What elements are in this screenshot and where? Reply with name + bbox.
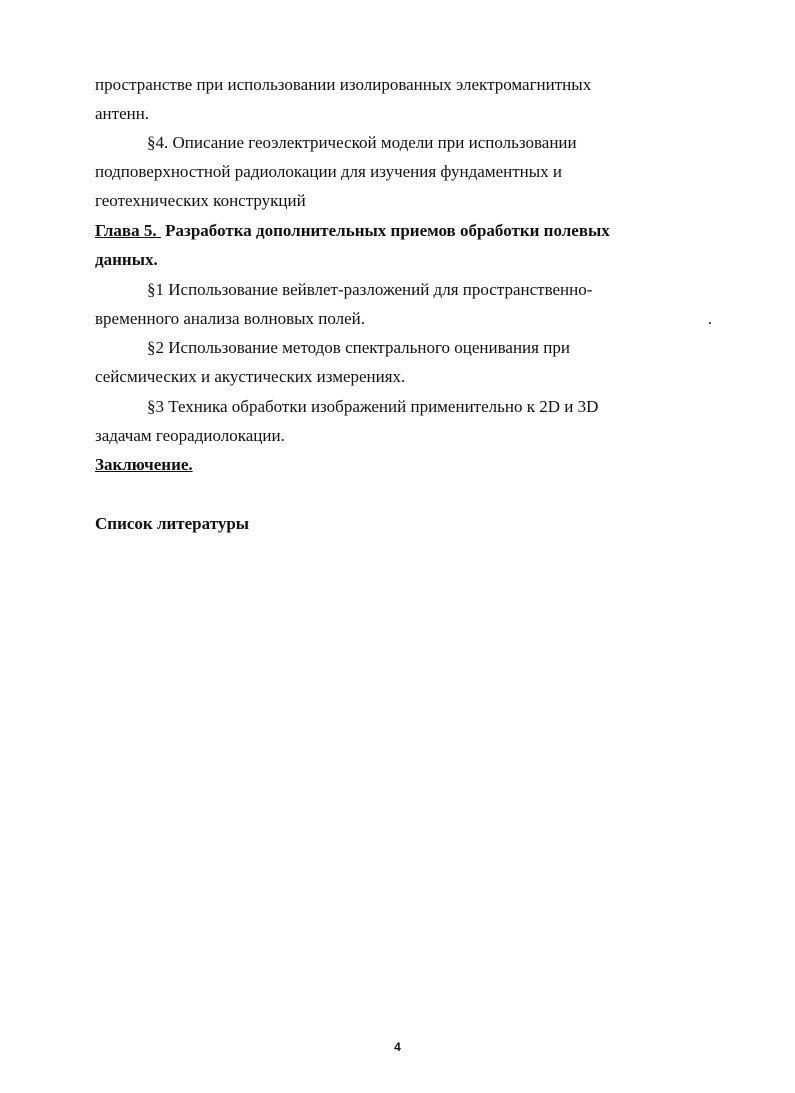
toc-line: подповерхностной радиолокации для изучения фундаментных и <box>95 162 563 181</box>
toc-line: пространстве при использовании изолированных электромагнитных <box>95 75 592 94</box>
chapter-5-heading <box>95 221 610 241</box>
chapter-5-title: Разработка дополнительных приемов обработки полевых <box>165 221 610 240</box>
toc-line: задачам георадиолокации. <box>95 426 285 445</box>
toc-section-4: §4. Описание геоэлектрической модели при использовании <box>147 133 577 152</box>
references-heading: Список литературы <box>95 514 250 533</box>
conclusion-heading: Заключение. <box>95 455 193 474</box>
toc-line: сейсмических и акустических измерениях. <box>95 367 406 386</box>
chapter-5-title-cont: данных. <box>95 250 158 269</box>
toc-line: геотехнических конструкций <box>95 191 306 210</box>
toc-section-2: §2 Использование методов спектрального оценивания при <box>147 338 570 357</box>
toc-section-1: §1 Использование вейвлет-разложений для пространственно- <box>147 280 593 299</box>
page-number: 4 <box>394 1040 401 1054</box>
scan-speck <box>709 322 711 324</box>
toc-line: антенн. <box>95 104 150 123</box>
chapter-5-label: Глава 5. <box>95 221 157 240</box>
toc-line: временного анализа волновых полей. <box>95 309 366 328</box>
toc-section-3: §3 Техника обработки изображений применительно к 2D и 3D <box>147 397 599 416</box>
